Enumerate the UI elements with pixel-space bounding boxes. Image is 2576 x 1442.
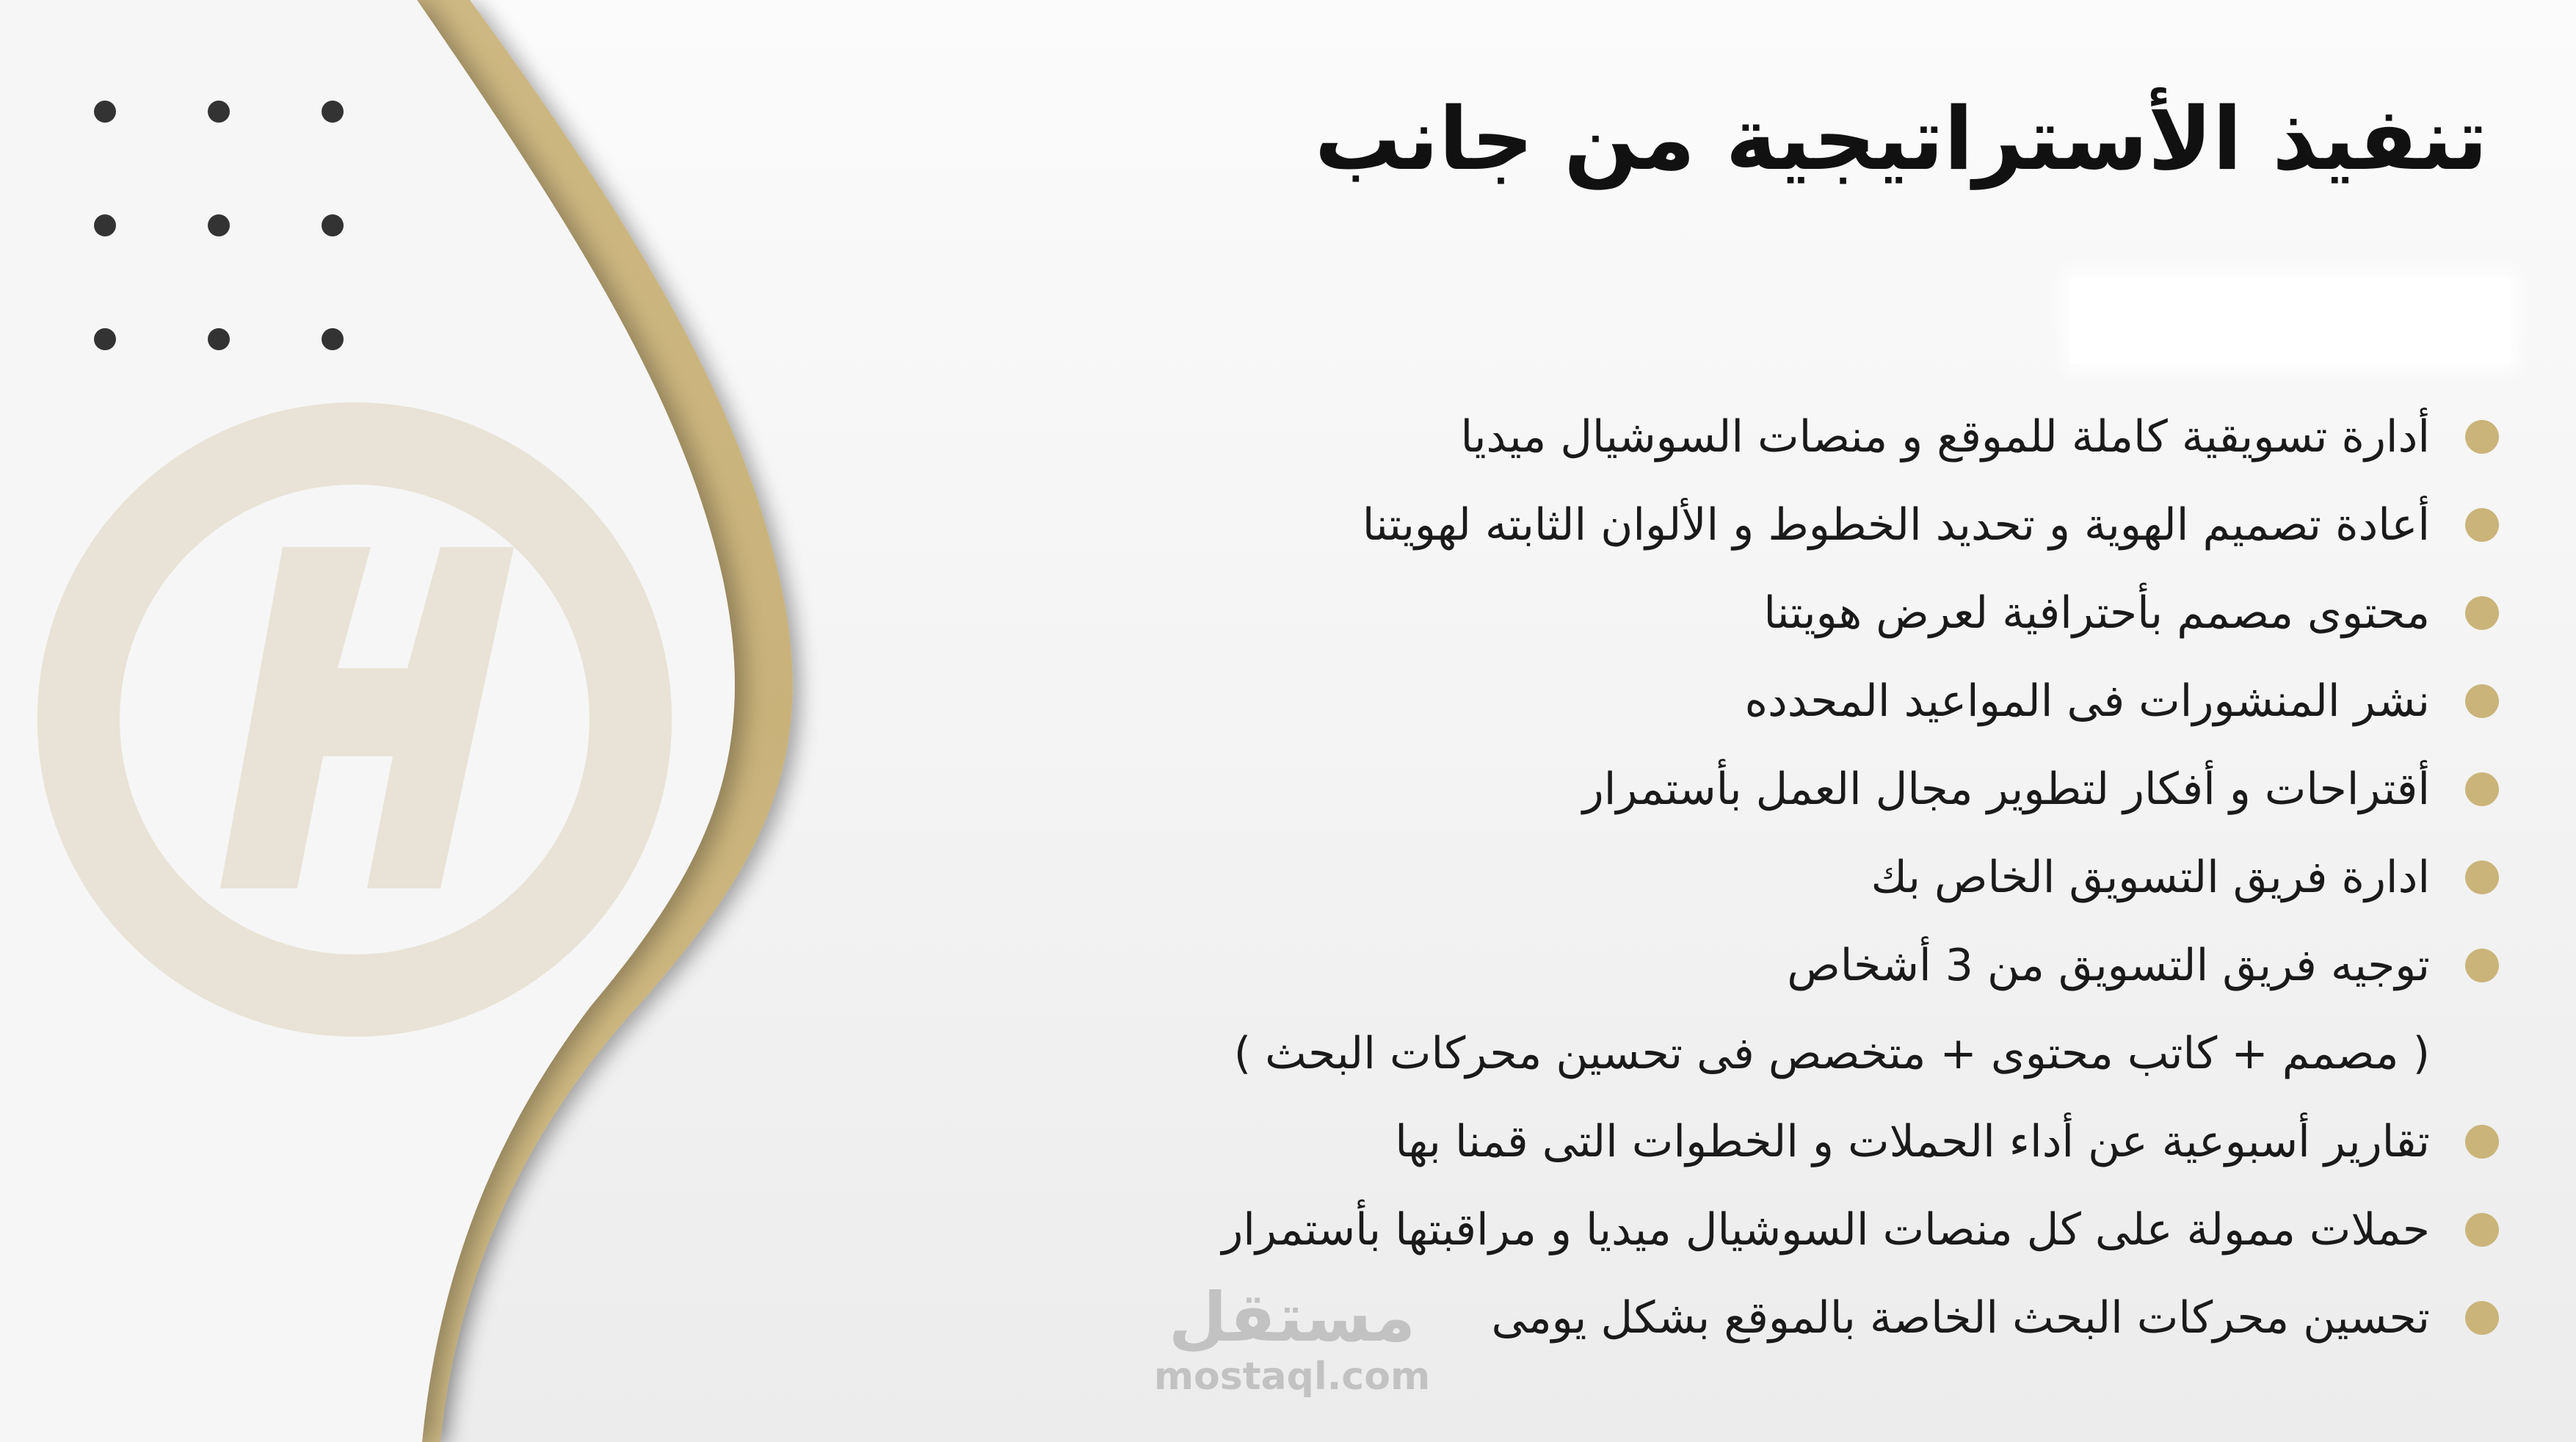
list-item	[810, 481, 2499, 569]
list-item	[810, 1010, 2499, 1098]
slide-title: تنفيذ الأستراتيجية من جانب	[1314, 88, 2488, 189]
bullet-dot-icon	[2465, 949, 2499, 982]
bullet-dot-icon	[2465, 684, 2499, 718]
bullet-dot-icon	[2465, 1125, 2499, 1159]
list-item	[810, 657, 2499, 745]
bullet-text: ادارة فريق التسويق الخاص بك	[1871, 852, 2430, 903]
bullet-dot-icon	[2465, 1301, 2499, 1335]
bullet-text: أدارة تسويقية كاملة للموقع و منصات السوشيال ميديا	[1460, 411, 2430, 463]
white-highlight-patch	[2070, 278, 2511, 364]
bullet-text: أعادة تصميم الهوية و تحديد الخطوط و الألوان الثابته لهويتنا	[1362, 499, 2430, 551]
bullet-text: محتوى مصمم بأحترافية لعرض هويتنا	[1763, 587, 2430, 639]
list-item	[810, 745, 2499, 833]
bullet-list	[810, 393, 2499, 1362]
bullet-dot-icon	[2465, 772, 2499, 806]
bullet-dot-icon	[2465, 508, 2499, 542]
bullet-dot-icon	[2465, 1213, 2499, 1247]
bullet-dot-icon	[2465, 861, 2499, 894]
list-item	[810, 1186, 2499, 1274]
mostaql-watermark	[1127, 1278, 1457, 1399]
watermark-arabic: مستقل	[1168, 1278, 1416, 1357]
list-item	[810, 569, 2499, 657]
bullet-dot-icon	[2465, 420, 2499, 454]
bullet-text: نشر المنشورات فى المواعيد المحدده	[1744, 675, 2430, 727]
list-item	[810, 833, 2499, 921]
bullet-dot-icon	[2465, 596, 2499, 630]
list-item	[810, 921, 2499, 1010]
list-item	[810, 1098, 2499, 1186]
bullet-text: تقارير أسبوعية عن أداء الحملات و الخطوات التى قمنا بها	[1395, 1116, 2430, 1167]
watermark-latin: mostaql.com	[1153, 1355, 1431, 1399]
bullet-text: توجيه فريق التسويق من 3 أشخاص	[1787, 940, 2430, 991]
bullet-text: ( مصمم + كاتب محتوى + متخصص فى تحسين محركات البحث )	[1233, 1028, 2430, 1079]
list-item	[810, 1274, 2499, 1362]
bullet-text: أقتراحات و أفكار لتطوير مجال العمل بأستمرار	[1582, 764, 2430, 815]
bullet-text: حملات ممولة على كل منصات السوشيال ميديا و مراقبتها بأستمرار	[1222, 1204, 2430, 1256]
list-item	[810, 393, 2499, 481]
bullet-text: تحسين محركات البحث الخاصة بالموقع بشكل يومى	[1491, 1292, 2430, 1344]
